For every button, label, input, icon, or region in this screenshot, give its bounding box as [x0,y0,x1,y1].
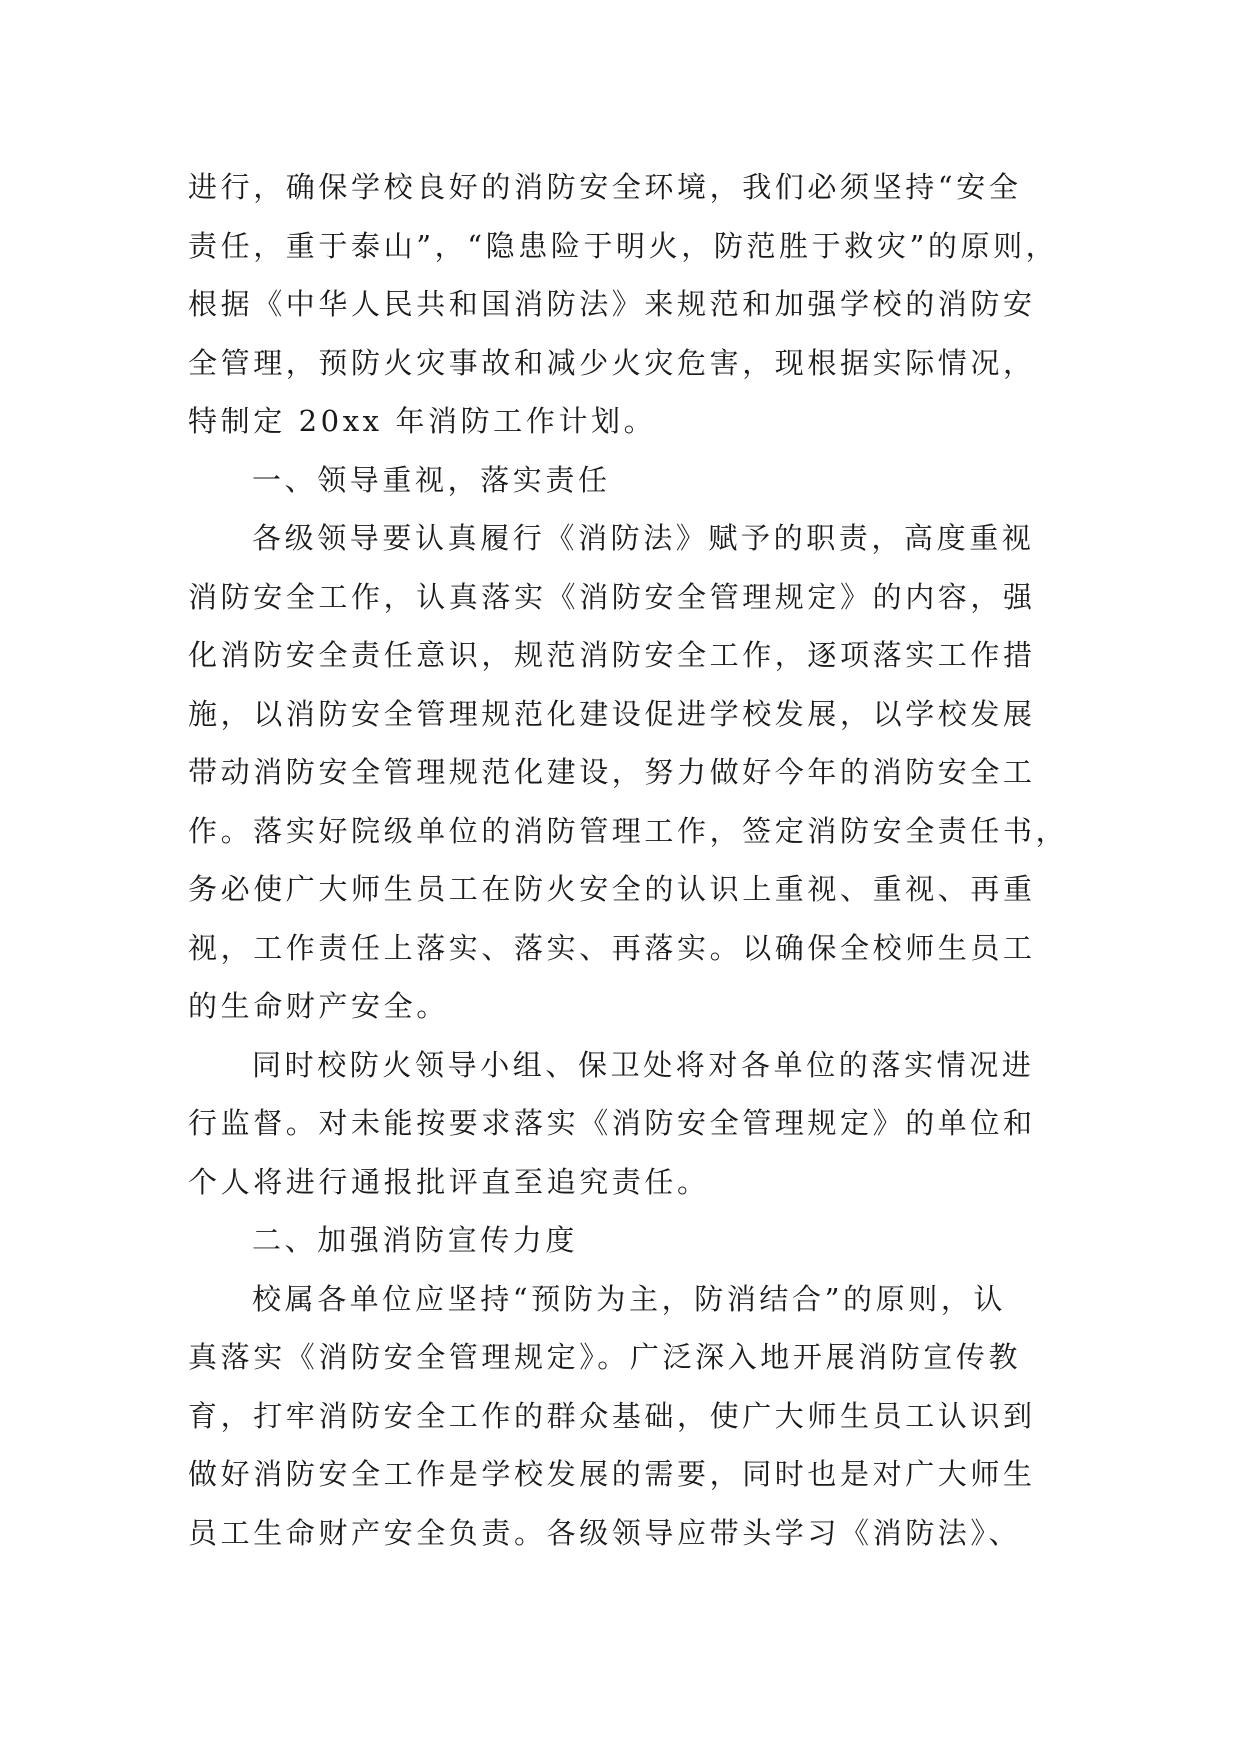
paragraph-first-line: 各级领导要认真履行《消防法》赋予的职责，高度重视 [252,521,1035,555]
text-line: 员工生命财产安全负责。各级领导应带头学习《消防法》、 [188,1515,1022,1550]
text-line: 根据《中华人民共和国消防法》来规范和加强学校的消防安 [188,287,1036,321]
text-line: 的生命财产安全。 [188,989,449,1023]
paragraph-first-line: 校属各单位应坚持“预防为主，防消结合”的原则，认 [252,1281,1007,1316]
text-line: 真落实《消防安全管理规定》。广泛深入地开展消防宣传教 [188,1340,1022,1374]
text-line: 全管理，预防火灾事故和减少火灾危害，现根据实际情况， [188,345,1036,380]
text-line: 进行，确保学校良好的消防安全环境，我们必须坚持“安全 [188,170,1022,204]
text-line: 化消防安全责任意识，规范消防安全工作，逐项落实工作措 [188,638,1036,672]
paragraph-first-line: 同时校防火领导小组、保卫处将对各单位的落实情况进 [252,1047,1035,1082]
text-line: 消防安全工作，认真落实《消防安全管理规定》的内容，强 [188,579,1036,614]
text-line: 务必使广大师生员工在防火安全的认识上重视、重视、再重 [188,872,1036,906]
paragraph-first-line: 一、领导重视，落实责任 [252,462,611,497]
text-line: 视，工作责任上落实、落实、再落实。以确保全校师生员工 [188,930,1036,965]
text-line: 特制定 20xx 年消防工作计划。 [188,404,657,438]
text-line: 个人将进行通报批评直至追究责任。 [188,1164,710,1199]
text-line: 责任，重于泰山”，“隐患险于明火，防范胜于救灾”的原则， [188,228,1059,263]
text-line: 育，打牢消防安全工作的群众基础，使广大师生员工认识到 [188,1398,1036,1433]
text-line: 行监督。对未能按要求落实《消防安全管理规定》的单位和 [188,1106,1036,1140]
paragraph-first-line: 二、加强消防宣传力度 [252,1223,579,1257]
text-line: 作。落实好院级单位的消防管理工作，签定消防安全责任书， [188,813,1069,848]
document-body [188,158,1068,1562]
text-line: 施，以消防安全管理规范化建设促进学校发展，以学校发展 [188,696,1036,731]
text-line: 做好消防安全工作是学校发展的需要，同时也是对广大师生 [188,1457,1036,1491]
text-line: 带动消防安全管理规范化建设，努力做好今年的消防安全工 [188,755,1036,789]
